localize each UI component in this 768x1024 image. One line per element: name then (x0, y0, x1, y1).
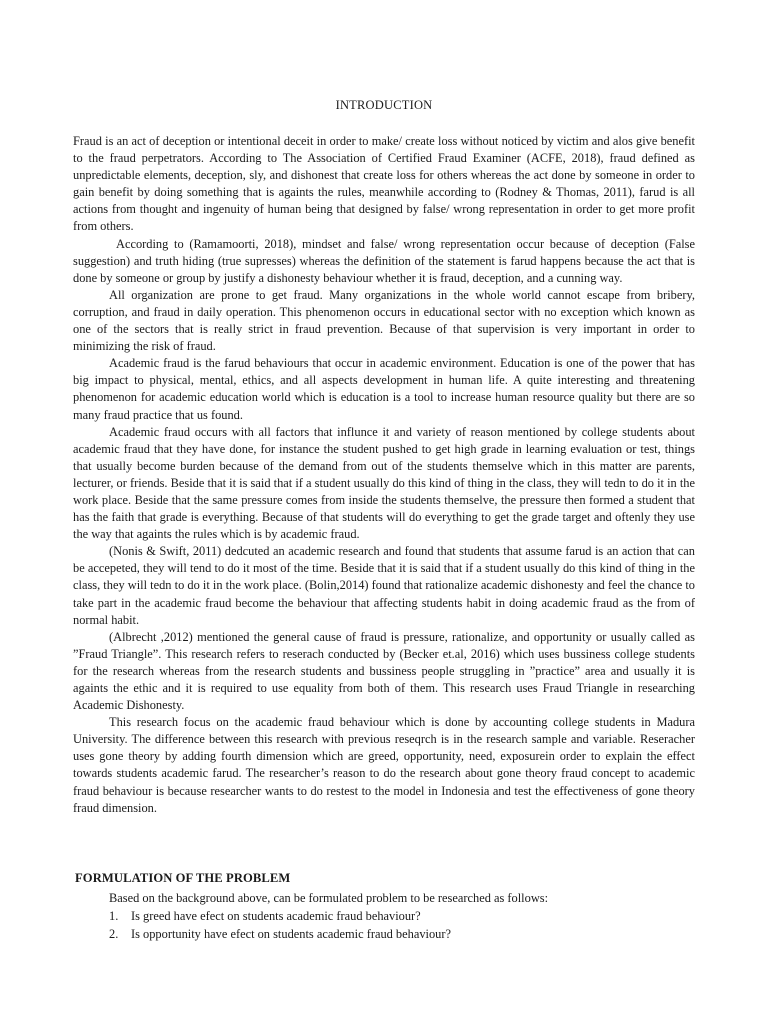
list-item (109, 908, 451, 926)
introduction-body (73, 133, 695, 817)
paragraph-3: All organization are prone to get fraud. Many organizations in the whole world cannot escape from bribery, corruption, and fraud in daily operation. This phenomenon occurs in educational sector with no exception which known as one of the sectors that is really strict in fraud prevention. Because of that supervision is very important in order to minimizing the risk of fraud. (73, 287, 695, 354)
paragraph-5: Academic fraud occurs with all factors that influnce it and variety of reason mentioned by college students about academic fraud that they have done, for instance the student pushed to get high grade in learning evaluation or test, things that usually become burden because of the demand from out of the students themselve which in this matter are parents, lecturer, or friends. Beside that it is said that if a student usually do this kind of thing in the class, they will tedn to do it in the work place. Beside that the same pressure comes from inside the students themselve, the pressure then formed a student that has the faith that grade is everything. Because of that students will do everything to get the grade target and oftenly they use the way that againts the rules which is by academic fraud. (73, 424, 695, 542)
section-intro: Based on the background above, can be formulated problem to be researched as follows: (109, 891, 549, 905)
problem-list (109, 908, 451, 943)
page-title: INTRODUCTION (335, 98, 433, 112)
list-item-text: Is opportunity have efect on students academic fraud behaviour? (131, 926, 451, 941)
paragraph-4: Academic fraud is the farud behaviours that occur in academic environment. Education is one of the power that has big impact to physical, mental, ethics, and all aspects development in human life. A quite interesting and threatening phenomenon for academic education world which is education is a tool to increase human resource quality but there are so many fraud practice that us found. (73, 356, 695, 422)
paragraph-6: (Nonis & Swift, 2011) dedcuted an academic research and found that students that assume farud is an action that can be accepeted, they will tend to do it most of the time. Beside that it is said that if a student usually do this kind of thing in the class, they will tedn to do it in the work place. (Bolin,2014) found that rationalize academic dishonesty and feel the chance to take part in the academic fraud become the behaviour that affecting students habit in doing academic fraud as the from of normal habit. (73, 544, 695, 627)
section-heading: FORMULATION OF THE PROBLEM (75, 871, 291, 885)
list-item-number: 2. (109, 926, 119, 941)
list-item-text: Is greed have efect on students academic fraud behaviour? (131, 909, 421, 923)
paragraph-8: This research focus on the academic fraud behaviour which is done by accounting college students in Madura University. The difference between this research with previous reseqrch is in the research sample and variable. Reseracher uses gone theory by adding fourth dimension which are greed, opportunity, need, exposurein order to explain the effect towards students academic farud. The researcher’s reason to do the research about gone theory fraud concept to academic fraud behaviour is because researcher wants to do restest to the model in Indonesia and test the effectiveness of gone theory fraud dimension. (73, 715, 695, 815)
paragraph-2: According to (Ramamoorti, 2018), mindset and false/ wrong representation occur because of deception (False suggestion) and truth hiding (true supresses) whereas the definition of the statement is farud happens because the act that is done by someone or group by justify a dishonesty behaviour whether it is fraud, deception, and a cunning way. (73, 236, 695, 285)
paragraph-1: Fraud is an act of deception or intentional deceit in order to make/ create loss without noticed by victim and alos give benefit to the fraud perpetrators. According to The Association of Certified Fraud Examiner (ACFE, 2018), fraud defined as unpredictable elements, deception, sly, and dishonest that create loss for others whereas the act done by someone in order to gain benefit by doing something that is againts the rules, meanwhile according to (Rodney & Thomas, 2011), farud is all actions from thought and ingenuity of human being that designed by false/ wrong representation in order to get more profit from others. (73, 134, 695, 234)
list-item (109, 926, 451, 944)
paragraph-7: (Albrecht ,2012) mentioned the general cause of fraud is pressure, rationalize, and opportunity or usually called as ”Fraud Triangle”. This research refers to reserach conducted by (Becker et.al, 2016) which uses bussiness college students for the research whereas from the research students and bussiness people struggling in ”practice” area and usually it is againts the ethic and it is required to use equality from both of them. This research uses Fraud Triangle in researching Academic Dishonesty. (73, 629, 695, 713)
list-item-number: 1. (109, 909, 119, 923)
